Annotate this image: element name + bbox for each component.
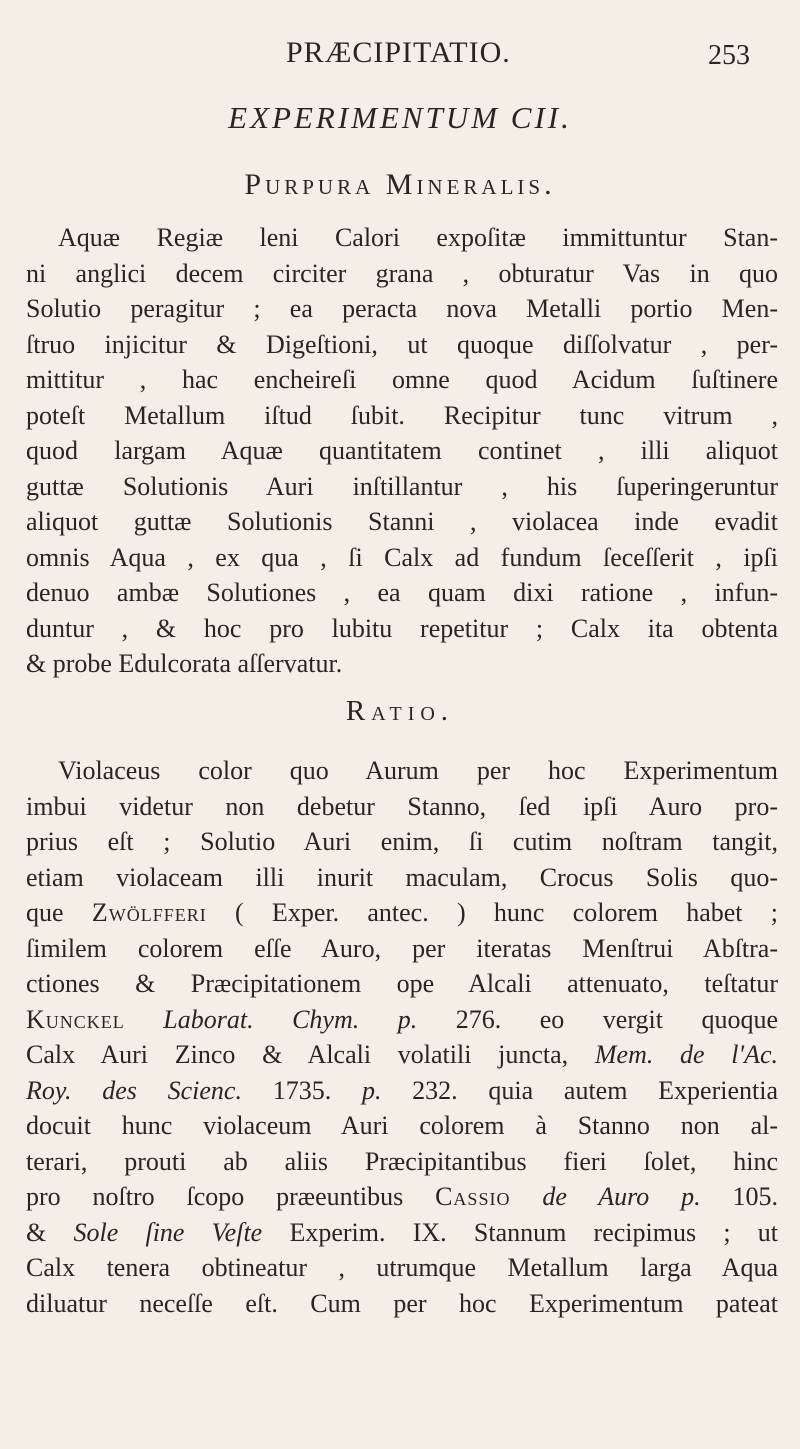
experiment-heading: EXPERIMENTUM CII. [228,100,572,135]
text-line: quod largam Aquæ quantitatem continet , illi aliquot [26,436,778,465]
text-line: diluatur neceſſe eſt. Cum per hoc Experimentum pateat [26,1288,778,1318]
text-line [26,1073,778,1109]
text-fragment: pro noſtro ſcopo præeuntibus [26,1182,404,1211]
text-fragment: 1735. [272,1075,332,1105]
text-line: denuo ambæ Solutiones , ea quam dixi ratione , infun- [26,578,778,607]
text-fragment: Calx Auri Zinco & Alcali volatili juncta, [26,1040,569,1069]
running-head [0,18,800,78]
text-line [26,895,778,931]
text-line: mittitur , hac encheireſi omne quod Acidum ſuſtinere [26,365,778,394]
citation: Roy. des Scienc. [26,1075,242,1105]
text-line [26,1037,778,1073]
text-line: Calx tenera obtineatur , utrumque Metallum larga Aqua [26,1253,778,1282]
text-line: guttæ Solutionis Auri inſtillantur , his ſuperingeruntur [26,471,778,501]
text-line: aliquot guttæ Solutionis Stanni , violacea inde evadit [26,507,778,536]
citation: de Auro p. [542,1182,701,1211]
paragraph-procedure [26,220,778,682]
running-title: PRÆCIPITATIO. [286,36,511,69]
text-line: ctiones & Præcipitationem ope Alcali attenuato, teſtatur [26,969,778,998]
text-line [26,1179,778,1215]
citation: Laborat. Chym. p. [163,1004,418,1034]
text-line: prius eſt ; Solutio Auri enim, ſi cutim noſtram tangit, [26,827,778,856]
text-line: ſtruo injicitur & Digeſtioni, ut quoque diſſolvatur , per- [26,329,778,359]
page-number: 253 [708,40,750,71]
text-line: docuit hunc violaceum Auri colorem à Stanno non al- [26,1111,778,1140]
citation: p. [361,1075,382,1105]
citation: Mem. de l'Ac. [594,1040,778,1069]
text-line: Solutio peragitur ; ea peracta nova Metalli portio Men- [26,294,778,323]
text-line: omnis Aqua , ex qua , ſi Calx ad fundum ſeceſſerit , ipſi [26,542,778,572]
text-line: duntur , & hoc pro lubitu repetitur ; Calx ita obtenta [26,613,778,643]
text-fragment: que [26,898,64,927]
author-name: Kunckel [26,1004,125,1034]
author-name: Cassio [435,1182,511,1211]
text-line: ni anglici decem circiter grana , obturatur Vas in quo [26,258,778,288]
text-fragment: 276. eo vergit quoque [455,1004,778,1034]
ratio-heading: Ratio. [345,695,455,727]
text-line: imbui videtur non debetur Stanno, ſed ipſi Auro pro- [26,791,778,821]
paragraph-ratio [26,753,778,1321]
text-line [26,1002,778,1038]
text-line: ſimilem colorem eſſe Auro, per iteratas Menſtrui Abſtra- [26,933,778,963]
text-line: terari, prouti ab aliis Præcipitantibus fieri ſolet, hinc [26,1146,778,1176]
text-fragment: ( Exper. antec. ) hunc colorem habet ; [235,898,778,927]
subject-heading: Purpura Mineralis. [244,168,556,201]
text-line: Aquæ Regiæ leni Calori expoſitæ immittuntur Stan- [58,223,778,252]
text-line [26,1215,778,1251]
text-fragment: Experim. IX. Stannum recipimus ; ut [289,1217,778,1247]
text-fragment: 105. [732,1182,778,1211]
text-line: poteſt Metallum iſtud ſubit. Recipitur tunc vitrum , [26,400,778,430]
citation: Sole ſine Veſte [73,1217,263,1247]
text-line: Violaceus color quo Aurum per hoc Experimentum [58,756,778,785]
text-fragment: 232. quia autem Experientia [412,1075,778,1105]
text-line: & probe Edulcorata aſſervatur. [26,649,343,678]
text-line: etiam violaceam illi inurit maculam, Crocus Solis quo- [26,862,778,892]
author-name: Zwölfferi [91,898,207,927]
text-fragment: & [26,1217,47,1247]
